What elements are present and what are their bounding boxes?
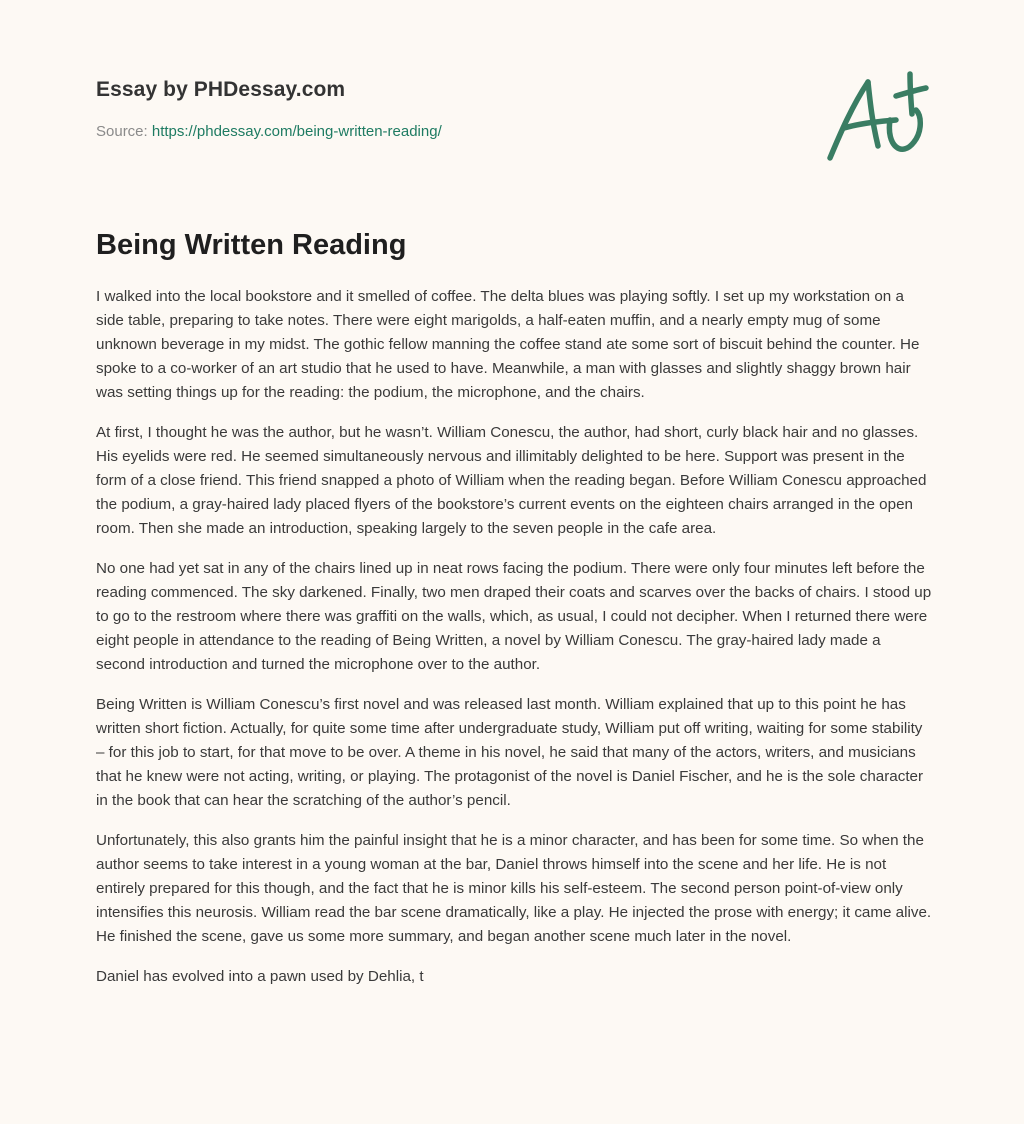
essay-paragraph: At first, I thought he was the author, but he wasn’t. William Conescu, the author, had short, curly black hair and no glasses. His eyelids were red. He seemed simultaneously nervous and illimitably delighted to be here. Support was present in the form of a close friend. This friend snapped a photo of William when the reading began. Before William Conescu approached the podium, a gray-haired lady placed flyers of the bookstore’s current events on the eighteen chairs arranged in the open room. Then she made an introduction, speaking largely to the seven people in the cafe area. [96,424,927,537]
source-line [96,122,796,142]
essay-title: Being Written Reading [96,229,407,261]
essay-paragraph-truncated: Daniel has evolved into a pawn used by Dehlia, t [96,968,424,985]
source-label: Source: [96,123,148,140]
a-plus-grade-icon [822,66,932,166]
essay-body [96,285,932,1005]
essay-paragraph: Unfortunately, this also grants him the painful insight that he is a minor character, and has been for some time. So when the author seems to take interest in a young woman at the bar, Daniel throws himself into the scene and her life. He is not entirely prepared for this though, and the fact that he is minor kills his self-esteem. The second person point-of-view only intensifies this neurosis. William read the bar scene dramatically, like a play. He injected the prose with energy; it came alive. He finished the scene, gave us some more summary, and began another scene much later in the novel. [96,832,932,945]
essay-paragraph: I walked into the local bookstore and it smelled of coffee. The delta blues was playing softly. I set up my workstation on a side table, preparing to take notes. There were eight marigolds, a half-eaten muffin, and a nearly empty mug of some unknown beverage in my midst. The gothic fellow manning the coffee stand ate some sort of biscuit behind the counter. He spoke to a co-worker of an art studio that he used to have. Meanwhile, a man with glasses and slightly shaggy brown hair was setting things up for the reading: the podium, the microphone, and the chairs. [96,288,920,401]
essay-paragraph: Being Written is William Conescu’s first novel and was released last month. William explained that up to this point he has written short fiction. Actually, for quite some time after undergraduate study, William put off writing, waiting for some stability – for this job to start, for that move to be over. A theme in his novel, he said that many of the actors, writers, and musicians that he knew were not acting, writing, or playing. The protagonist of the novel is Daniel Fischer, and he is the sole character in the book that can hear the scratching of the author’s pencil. [96,696,924,809]
source-link[interactable]: https://phdessay.com/being-written-reading/ [151,123,442,140]
essay-paragraph: No one had yet sat in any of the chairs lined up in neat rows facing the podium. There were only four minutes left before the reading commenced. The sky darkened. Finally, two men draped their coats and scarves over the backs of chairs. I stood up to go to the restroom where there was graffiti on the walls, which, as usual, I could not decipher. When I returned there were eight people in attendance to the reading of Being Written, a novel by William Conescu. The gray-haired lady made a second introduction and turned the microphone over to the author. [96,560,932,673]
site-title: Essay by PHDessay.com [96,78,346,101]
page-header [96,76,796,142]
